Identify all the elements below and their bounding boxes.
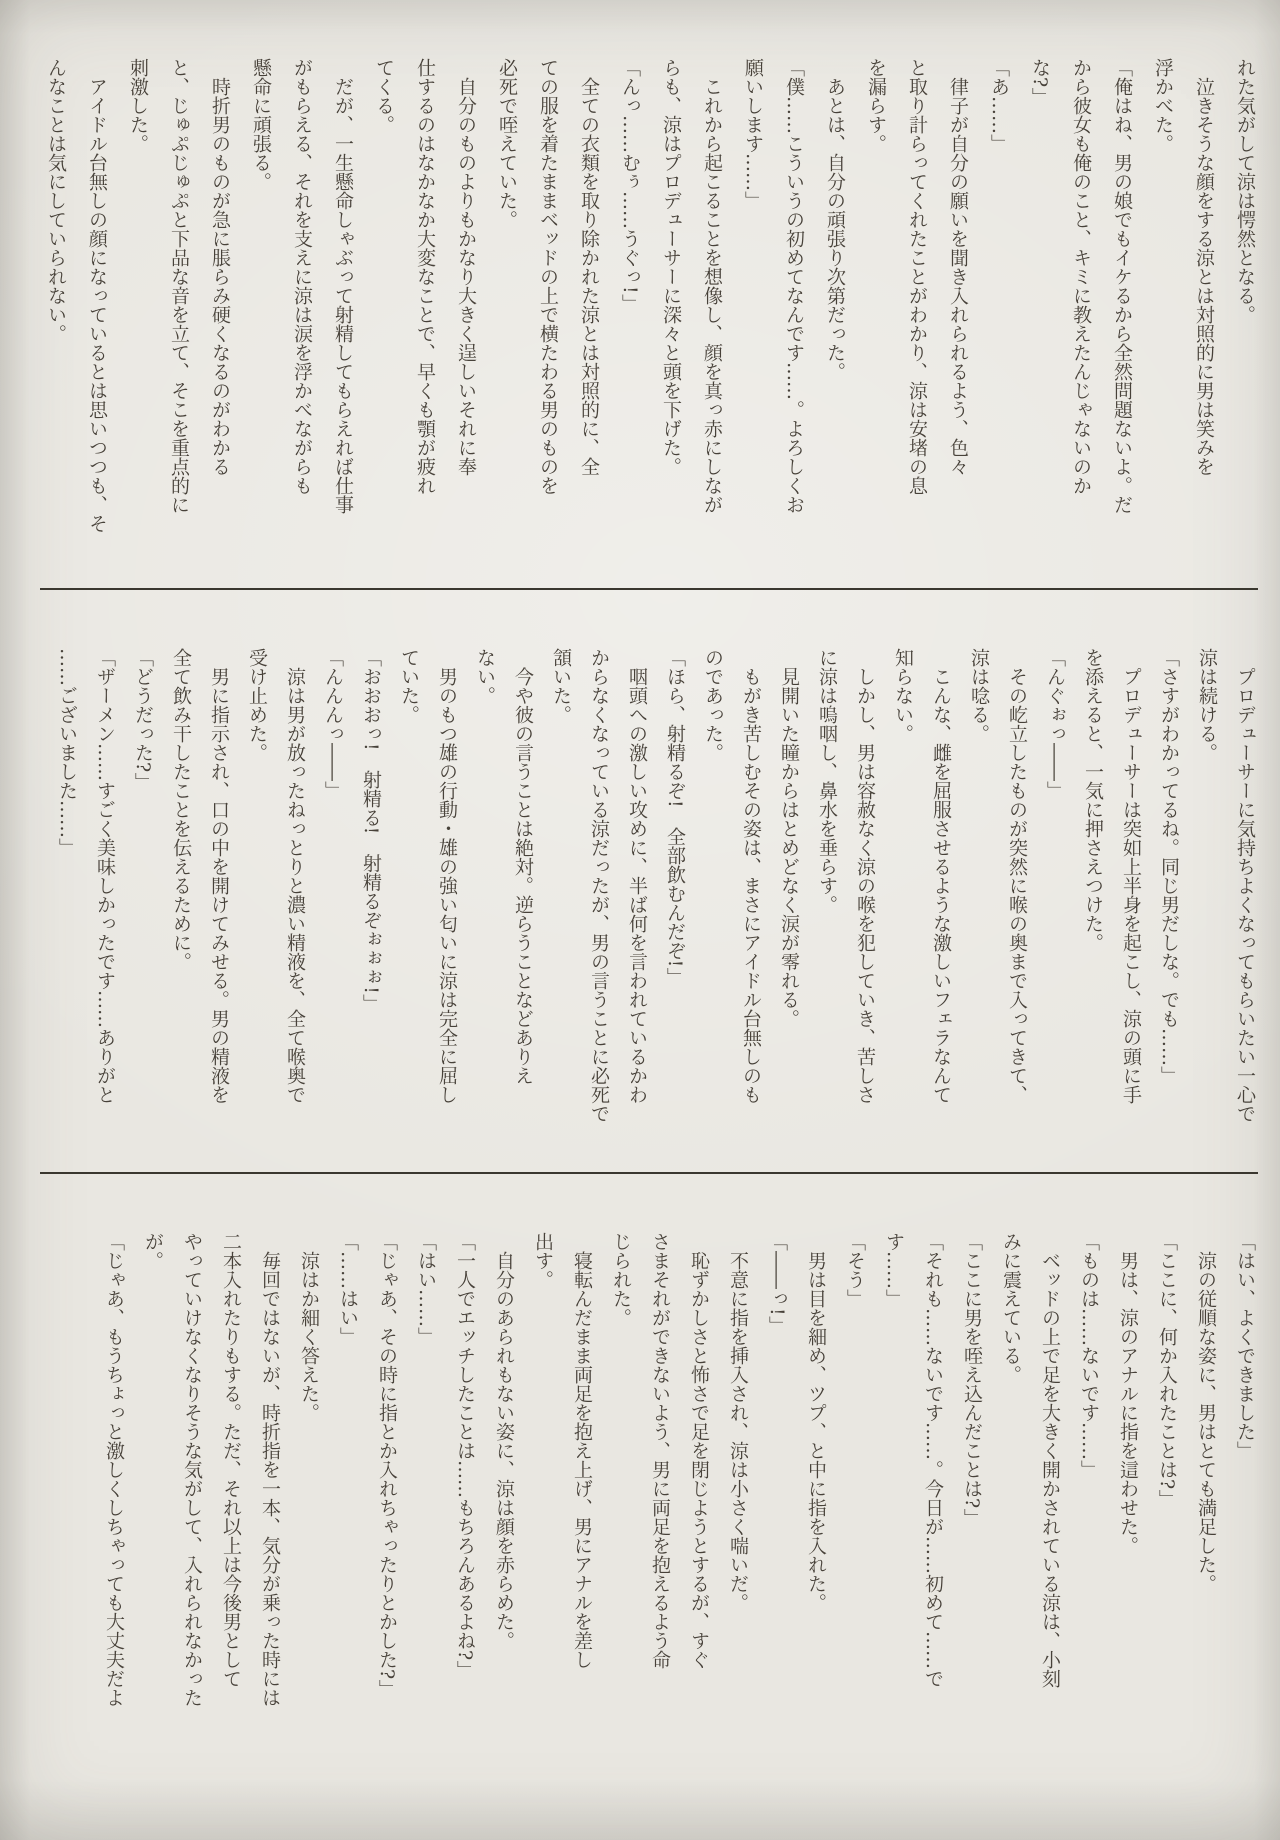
text-line: ていた。 [398,648,420,724]
text-line: 「ここに、何か入れたことは?」 [1156,1232,1178,1509]
text-line: だが、一生懸命しゃぶって射精してもらえれば仕事 [332,58,354,514]
text-line: やっていけなくなりそうな気がして、入れられなかった [181,1232,203,1707]
text-line: が。 [142,1232,164,1270]
text-line: がもらえる、それを支えに涼は涙を浮かべながらも [291,58,313,495]
text-line: 男のもつ雄の行動・雄の強い匂いに涼は完全に屈し [436,648,458,1104]
text-line: 「ここに男を咥え込んだことは?」 [961,1232,983,1528]
section-divider [40,588,1258,590]
text-line: を添えると、一気に押さえつけた。 [1082,648,1104,952]
text-line: しかし、男は容赦なく涼の喉を犯していき、苦しさ [854,648,876,1104]
text-line: こんな、雌を屈服させるような激しいフェラなんて [930,648,952,1104]
text-line: 全ての衣類を取り除かれた涼とは対照的に、全 [578,58,600,476]
text-line: から彼女も俺のこと、キミに教えたんじゃないのか [1070,58,1092,495]
text-line: 「――っ!」 [766,1232,788,1335]
text-line: もがき苦しむその姿は、まさにアイドル台無しのも [740,648,762,1104]
text-line: 頷いた。 [550,648,572,724]
text-line: 男に指示され、口の中を開けてみせる。男の精液を [208,648,230,1104]
text-line: ……ございました……」 [56,648,78,857]
text-line: 涼はか細く答えた。 [298,1232,320,1422]
text-line: その屹立したものが突然に喉の奥まで入ってきて、 [1006,648,1028,1104]
text-line: 涼は唸る。 [968,648,990,743]
text-line: 男は、涼のアナルに指を這わせた。 [1117,1232,1139,1555]
text-line: 「じゃあ、もうちょっと激しくしちゃっても大丈夫だよ [103,1232,125,1707]
text-line: プロデューサーは突如上半身を起こし、涼の頭に手 [1120,648,1142,1104]
text-line: 出す。 [532,1232,554,1289]
text-line: ベッドの上で足を大きく開かされている涼は、小刻 [1039,1232,1061,1688]
text-line: 「はい……」 [415,1232,437,1346]
text-line: 二本入れたりもする。ただ、それ以上は今後男として [220,1232,242,1688]
text-line: 男は目を細め、ツプ、と中に指を入れた。 [805,1232,827,1612]
text-line: 「おおおっ! 射精る! 射精るぞぉぉぉ!」 [360,648,382,1013]
text-line: 「俺はね、男の娘でもイケるから全然問題ないよ。だ [1111,58,1133,514]
text-line: と取り計らってくれたことがわかり、涼は安堵の息 [906,58,928,495]
text-line: 時折男のものが急に脹らみ硬くなるのがわかる [209,58,231,476]
text-line: ない。 [474,648,496,705]
text-line: らも、涼はプロデューサーに深々と頭を下げた。 [660,58,682,476]
text-line: 恥ずかしさと怖さで足を閉じようとするが、すぐ [688,1232,710,1669]
text-line: 「一人でエッチしたことは……もちろんあるよね?」 [454,1232,476,1680]
text-line: 今や彼の言うことは絶対。逆らうことなどありえ [512,648,534,1085]
text-line: 「さすがわかってるね。同じ男だしな。でも……」 [1158,648,1180,1085]
text-block-bottom [84,1232,1254,1732]
text-line: てくる。 [373,58,395,134]
text-line: に涼は嗚咽し、鼻水を垂らす。 [816,648,838,914]
text-line: からなくなっている涼だったが、男の言うことに必死で [588,648,610,1123]
text-line: 「はい、よくできました」 [1234,1232,1256,1460]
text-line: さまそれができないよう、男に両足を抱えるよう命 [649,1232,671,1669]
text-line: 涼は続ける。 [1196,648,1218,762]
text-line: あとは、自分の頑張り次第だった。 [824,58,846,381]
text-line: ての服を着たままベッドの上で横たわる男のものを [537,58,559,495]
text-line: れた気がして涼は愕然となる。 [1234,58,1256,324]
text-line: 「ものは……ないです……」 [1078,1232,1100,1479]
text-line: 「……はい」 [337,1232,359,1346]
text-block-middle [38,648,1254,1168]
text-line: 受け止めた。 [246,648,268,762]
text-line: 見開いた瞳からはとめどなく涙が零れる。 [778,648,800,1028]
text-line: 「んんんっ――」 [322,648,344,800]
text-line: 懸命に頑張る。 [250,58,272,191]
text-line: 「そう」 [844,1232,866,1308]
text-block-top [24,58,1254,558]
text-line: プロデューサーに気持ちよくなってもらいたい一心で [1234,648,1256,1123]
text-line: 浮かべた。 [1152,58,1174,153]
text-line: 律子が自分の願いを聞き入れられるよう、色々 [947,58,969,476]
text-line: じられた。 [610,1232,632,1327]
text-line: んなことは気にしていられない。 [45,58,67,343]
text-line: 必死で咥えていた。 [496,58,518,229]
text-line: みに震えている。 [1000,1232,1022,1384]
text-line: 仕するのはなかなか大変なことで、早くも顎が疲れ [414,58,436,495]
text-line: 「んぐぉっ――」 [1044,648,1066,800]
text-line: 自分のものよりもかなり大きく逞しいそれに奉 [455,58,477,476]
text-line: 寝転んだまま両足を抱え上げ、男にアナルを差し [571,1232,593,1669]
text-line: 泣きそうな顔をする涼とは対照的に男は笑みを [1193,58,1215,476]
text-line: これから起こることを想像し、顔を真っ赤にしなが [701,58,723,514]
text-line: な?」 [1029,58,1051,107]
text-line: 毎回ではないが、時折指を一本、気分が乗った時には [259,1232,281,1707]
text-line: を漏らす。 [865,58,887,153]
section-divider [40,1172,1258,1174]
text-line: と、じゅぷじゅぷと下品な音を立て、そこを重点的に [168,58,190,514]
text-line: 「ザーメン……すごく美味しかったです……ありがと [94,648,116,1104]
text-line: 不意に指を挿入され、涼は小さく喘いだ。 [727,1232,749,1612]
text-line: 知らない。 [892,648,914,743]
text-line: 涼は男が放ったねっとりと濃い精液を、全て喉奥で [284,648,306,1104]
text-line: のであった。 [702,648,724,762]
text-line: 願いします……」 [742,58,764,210]
text-line: 咽頭への激しい攻めに、半ば何を言われているかわ [626,648,648,1104]
text-line: 涼の従順な姿に、男はとても満足した。 [1195,1232,1217,1593]
text-line: 「ほら、射精るぞ! 全部飲むんだぞ!」 [664,648,686,987]
text-line: 「あ……」 [988,58,1010,153]
text-line: 「それも……ないです……。今日が……初めて……で [922,1232,944,1688]
text-line: 「じゃあ、その時に指とか入れちゃったりとかした?」 [376,1232,398,1699]
text-line: 「僕……こういうの初めてなんです……。よろしくお [783,58,805,514]
text-line: 「んっ……むぅ……うぐっ!」 [619,58,641,313]
text-line: 刺激した。 [127,58,149,153]
text-line: 「どうだった?」 [132,648,154,792]
text-line: 全て飲み干したことを伝えるために。 [170,648,192,971]
text-line: 自分のあられもない姿に、涼は顔を赤らめた。 [493,1232,515,1650]
text-line: アイドル台無しの顔になっているとは思いつつも、そ [86,58,108,533]
text-line: す……」 [883,1232,905,1308]
